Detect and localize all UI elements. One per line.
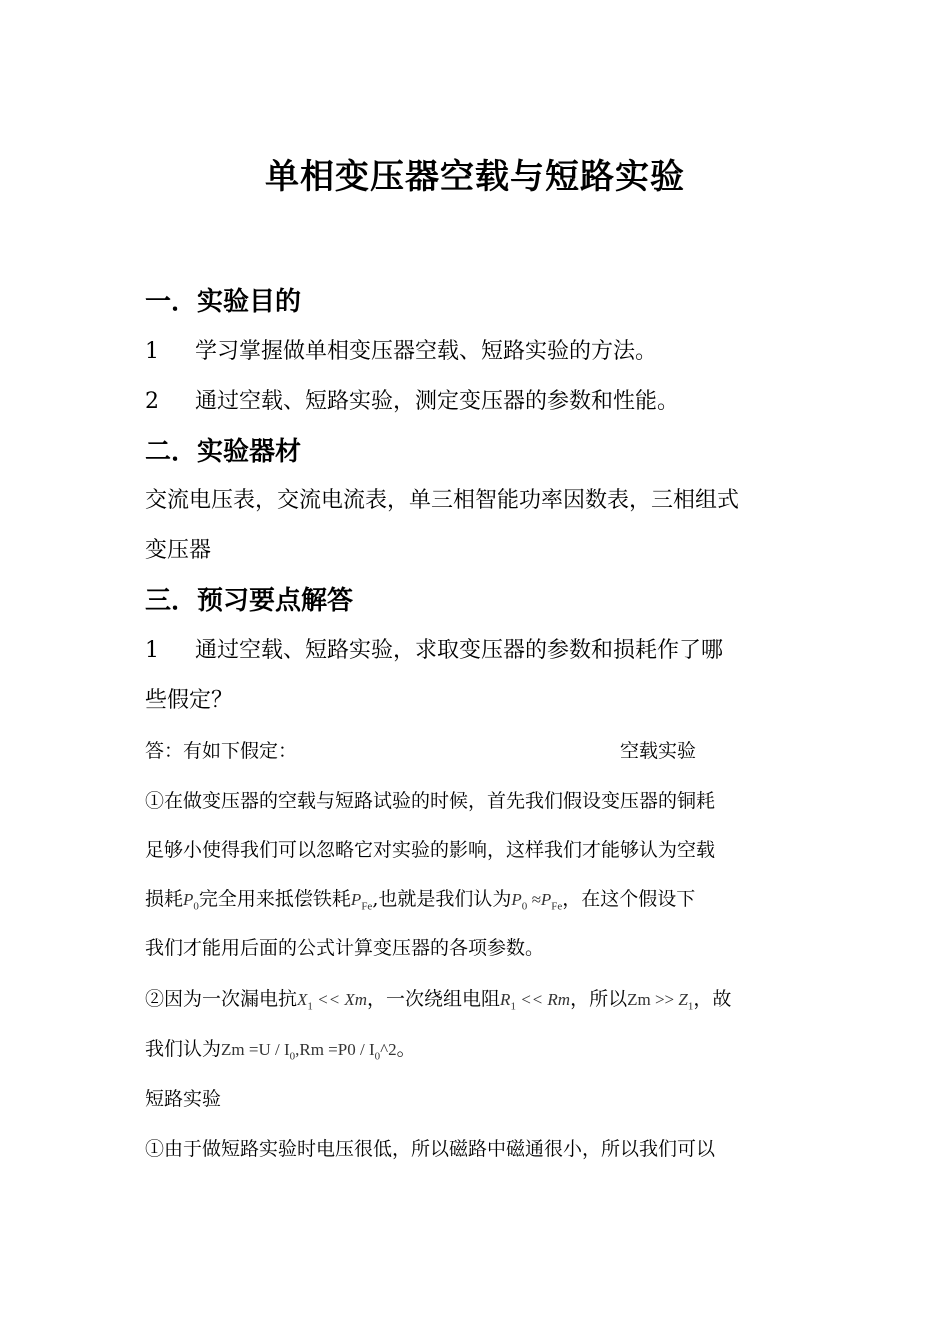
- paragraph-line: [145, 983, 810, 1022]
- item-text: 学习掌握做单相变压器空载、短路实验的方法。: [195, 339, 658, 364]
- text-run: 完全用来抵偿铁耗: [198, 888, 351, 910]
- text-run: 损耗: [145, 888, 184, 910]
- purpose-item: [145, 384, 810, 420]
- math-PFe: $P_{Fe}$: [350, 890, 373, 913]
- text-run: ，一次绕组电阻: [367, 988, 501, 1010]
- math-formula-Rm: $,Rm =P0 / I_0\^{}2$: [295, 1040, 397, 1063]
- section-heading-purpose: 一．实验目的: [145, 287, 302, 317]
- math-Zm-gg-Z1: $Zm >> Z_1$: [627, 990, 694, 1013]
- short-circuit-label: 短路实验: [145, 1088, 222, 1110]
- paragraph-line: [145, 1033, 810, 1072]
- paragraph-line: ①由于做短路实验时电压很低，所以磁路中磁通很小，所以我们可以: [145, 1138, 716, 1160]
- item-text: 通过空载、短路实验，测定变压器的参数和性能。: [195, 389, 680, 414]
- question-number: 1: [145, 638, 159, 663]
- math-P0: $P_0$: [183, 890, 199, 913]
- paragraph-line: 我们才能用后面的公式计算变压器的各项参数。: [145, 937, 545, 959]
- math-X1-ll-Xm: $X_1 << Xm$: [297, 990, 368, 1013]
- document-title: 单相变压器空载与短路实验: [265, 157, 685, 197]
- text-run: ，所以: [570, 988, 628, 1010]
- text-run: 我们认为: [145, 1038, 222, 1060]
- question-text: 通过空载、短路实验，求取变压器的参数和损耗作了哪: [195, 638, 724, 663]
- equipment-text-line: 变压器: [145, 538, 212, 563]
- text-run: ②因为一次漏电抗: [145, 988, 298, 1010]
- equipment-text-line: 交流电压表，交流电流表，单三相智能功率因数表，三相组式: [145, 488, 740, 513]
- answer-intro-line: [145, 735, 810, 767]
- section-heading-prep: 三．预习要点解答: [145, 586, 354, 616]
- text-run: 。: [396, 1038, 416, 1060]
- text-run: ，故: [693, 988, 732, 1010]
- answer-intro: 答：有如下假定：: [145, 740, 298, 762]
- noload-label: 空载实验: [620, 740, 697, 762]
- text-run: ，在这个假设下: [562, 888, 696, 910]
- question-line: 些假定？: [145, 688, 234, 713]
- item-number: 1: [145, 339, 159, 364]
- purpose-item: [145, 334, 810, 370]
- math-P0-approx-PFe: $P_0 \approx P_{Fe}$: [511, 890, 563, 913]
- paragraph-line: 足够小使得我们可以忽略它对实验的影响，这样我们才能够认为空载: [145, 839, 716, 861]
- math-formula-Zm: $Zm =U / I_0$: [221, 1040, 296, 1063]
- item-number: 2: [145, 389, 159, 414]
- question-line: [145, 633, 810, 669]
- text-run: ,也就是我们认为: [372, 888, 512, 910]
- paragraph-line: [145, 883, 810, 922]
- paragraph-line: ①在做变压器的空载与短路试验的时候，首先我们假设变压器的铜耗: [145, 790, 716, 812]
- section-heading-equipment: 二．实验器材: [145, 437, 302, 467]
- math-R1-ll-Rm: $R_1 << Rm$: [500, 990, 571, 1013]
